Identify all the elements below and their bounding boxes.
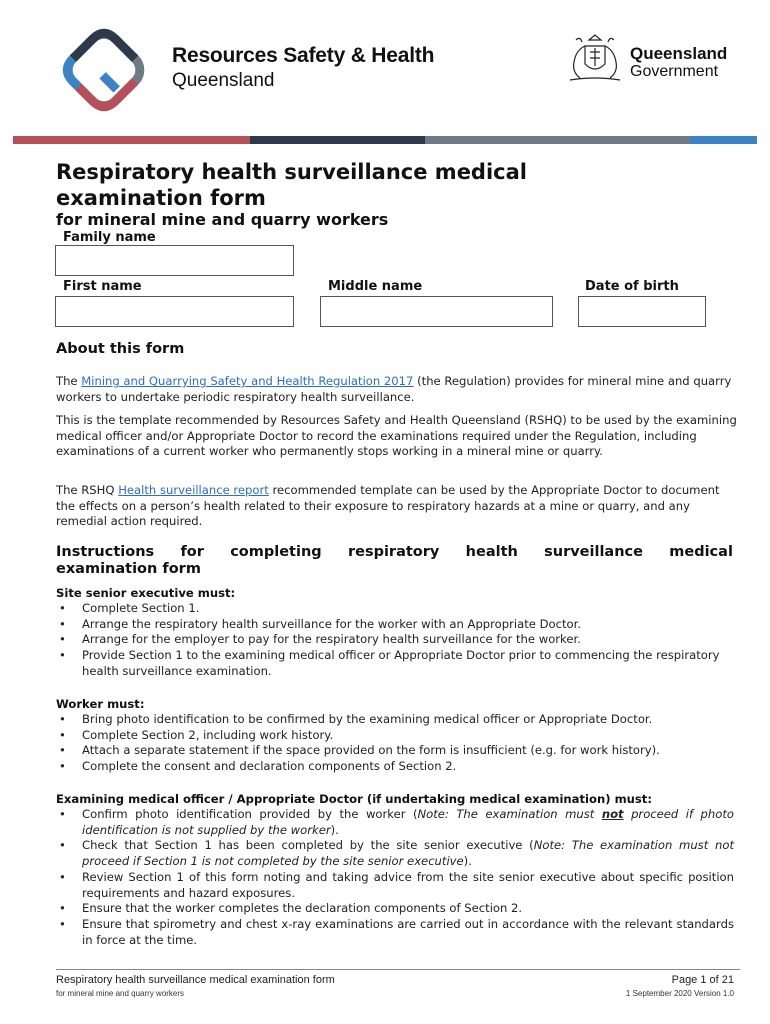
about-heading: About this form: [56, 341, 185, 357]
list-item: • Ensure that spirometry and chest x-ray examinations are carried out in accordance with the relevant standards in force at the time.: [59, 916, 734, 947]
header-stripe-grey: [425, 136, 690, 144]
list-item: • Check that Section 1 has been completed by the site senior executive (Note: The examination must not proceed if Section 1 is not completed by the site senior executive).: [59, 838, 734, 869]
list-item: • Complete Section 2, including work history.: [59, 727, 334, 742]
page-title: Respiratory health surveillance medical examination form: [56, 160, 527, 210]
header-stripe-red: [13, 136, 250, 144]
emo-heading: Examining medical officer / Appropriate Doctor (if undertaking medical examination) must:: [56, 792, 652, 806]
list-item: • Ensure that the worker completes the declaration components of Section 2.: [59, 901, 523, 916]
about-paragraph-2: This is the template recommended by Resources Safety and Health Queensland (RSHQ) to be used by the examining medical officer and/or Appropriate Doctor to record the examinations required under the Regulation, including examinations of a current worker who permanently stops working in a mineral mine or quarry.: [56, 413, 737, 458]
gov-label: Government: [630, 63, 719, 80]
about-paragraph-3: The RSHQ Health surveillance report recommended template can be used by the Appropriate Doctor to document the effects on a person’s health related to their exposure to respiratory hazards at a mine or quarry, and any remedial action required.: [56, 483, 720, 528]
date-of-birth-label: Date of birth: [585, 279, 679, 294]
list-item: • Arrange for the employer to pay for the respiratory health surveillance for the worker.: [59, 632, 581, 647]
footer-title: Respiratory health surveillance medical examination form: [56, 974, 335, 986]
middle-name-field[interactable]: [320, 296, 553, 327]
version-label: 1 September 2020 Version 1.0: [625, 989, 734, 998]
sse-list: [56, 601, 734, 680]
brand-state: Queensland: [172, 70, 275, 91]
instructions-heading: Instructions for completing respiratory health surveillance medical examination form: [56, 544, 733, 577]
list-item: • Provide Section 1 to the examining medical officer or Appropriate Doctor prior to commencing the respiratory health surveillance examination.: [59, 648, 720, 678]
worker-list: [56, 712, 734, 775]
brand-name: Resources Safety & Health: [172, 44, 435, 67]
about-paragraph-1: The Mining and Quarrying Safety and Health Regulation 2017 (the Regulation) provides for mineral mine and quarry workers to undertake periodic respiratory health surveillance.: [56, 374, 732, 404]
regulation-link[interactable]: Mining and Quarrying Safety and Health Regulation 2017: [81, 374, 414, 388]
gov-name: Queensland: [630, 44, 728, 63]
sse-heading: Site senior executive must:: [56, 586, 236, 600]
health-surveillance-report-link[interactable]: Health surveillance report: [118, 483, 269, 497]
list-item: • Confirm photo identification provided by the worker (Note: The examination must not proceed if photo identification is not supplied by the worker).: [59, 807, 734, 837]
page-subtitle: for mineral mine and quarry workers: [56, 210, 389, 229]
emo-list: [56, 807, 734, 948]
coat-of-arms-icon: [566, 32, 624, 86]
family-name-field[interactable]: [55, 245, 294, 276]
family-name-label: Family name: [63, 230, 156, 245]
middle-name-label: Middle name: [328, 279, 423, 294]
list-item: • Review Section 1 of this form noting and taking advice from the site senior executive about specific position requirements and hazard exposures.: [59, 869, 734, 900]
list-item: • Complete the consent and declaration components of Section 2.: [59, 759, 457, 774]
date-of-birth-field[interactable]: [578, 296, 706, 327]
footer-subtitle: for mineral mine and quarry workers: [56, 989, 185, 998]
list-item: • Bring photo identification to be confirmed by the examining medical officer or Appropriate Doctor.: [59, 712, 653, 726]
header-stripe-blue: [690, 136, 757, 144]
first-name-label: First name: [63, 279, 142, 294]
worker-heading: Worker must:: [56, 697, 145, 711]
page-number: Page 1 of 21: [671, 974, 734, 986]
list-item: • Complete Section 1.: [59, 601, 200, 615]
list-item: • Arrange the respiratory health surveillance for the worker with an Appropriate Doctor.: [59, 616, 582, 631]
list-item: • Attach a separate statement if the space provided on the form is insufficient (e.g. for work history).: [59, 743, 660, 758]
footer-divider: [56, 969, 740, 970]
rshq-logo: [52, 18, 156, 122]
first-name-field[interactable]: [55, 296, 294, 327]
header-stripe-dark: [250, 136, 425, 144]
